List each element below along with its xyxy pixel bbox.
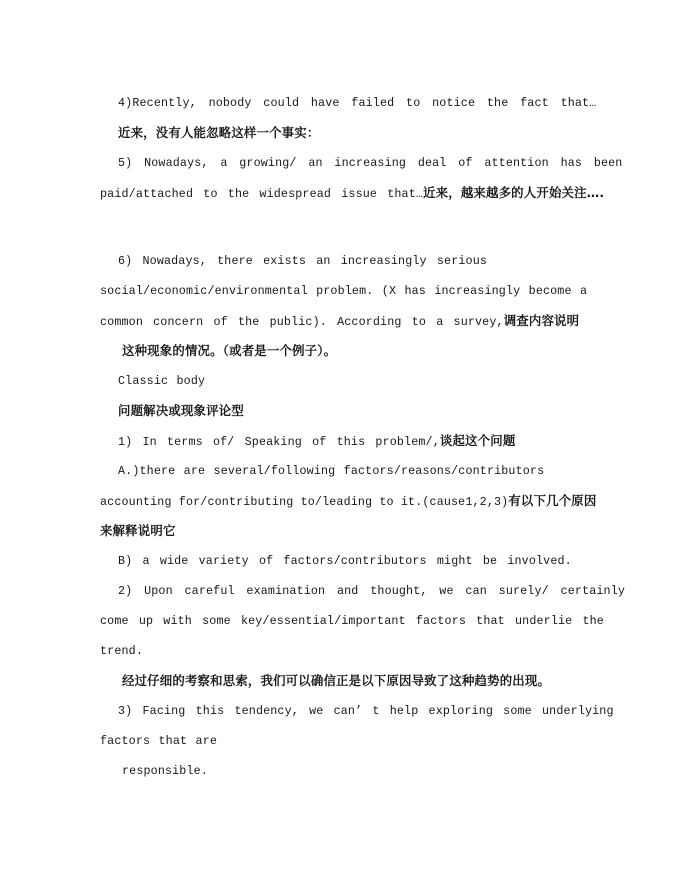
text-run-chinese: 调查内容说明 [503, 313, 580, 328]
paragraph-line [100, 456, 600, 486]
paragraph-line [100, 576, 626, 606]
paragraph-line [100, 666, 600, 696]
text-run-chinese: 来解释说明它 [100, 523, 176, 538]
text-run-latin: trend. [100, 644, 143, 658]
text-run-latin: come up with some key/essential/important factors that underlie the [100, 614, 604, 628]
paragraph-line [100, 756, 600, 786]
text-run-latin: A.)there are several/following factors/reasons/contributors [118, 464, 545, 478]
text-run-chinese: 谈起这个问题 [439, 433, 516, 448]
section-heading [100, 396, 600, 426]
text-run-latin: 1) In terms of/ Speaking of this problem/, [118, 435, 440, 449]
text-run-latin: social/economic/environmental problem. (X has increasingly become a [100, 284, 588, 298]
text-run-latin: 3) Facing this tendency, we can’ t help exploring some underlying [118, 704, 614, 718]
text-run-latin: 4)Recently, nobody could have failed to notice the fact that… [118, 96, 597, 110]
paragraph-line [100, 88, 600, 118]
text-run-latin: accounting for/contributing to/leading to it.(cause1,2,3) [100, 495, 509, 509]
paragraph-spacer [100, 208, 600, 246]
paragraph-line [100, 606, 604, 636]
text-run-latin: 6) Nowadays, there exists an increasingly serious [118, 254, 488, 268]
paragraph-line [100, 696, 614, 726]
document-text-body [100, 88, 626, 786]
text-run-latin: Classic body [118, 374, 206, 388]
text-run-chinese: 近来，越来越多的人开始关注…. [423, 185, 605, 200]
paragraph-line [100, 276, 600, 306]
text-run-chinese: 经过仔细的考察和思索，我们可以确信正是以下原因导致了这种趋势的出现。 [122, 673, 551, 688]
paragraph-line [100, 636, 600, 666]
paragraph-line [100, 178, 605, 208]
paragraph-line [100, 148, 623, 178]
paragraph-line [100, 486, 600, 516]
paragraph-line [100, 336, 600, 366]
paragraph-line [100, 426, 600, 456]
paragraph-line [100, 726, 600, 756]
text-run-chinese: 有以下几个原因 [508, 493, 597, 508]
text-run-latin: 5) Nowadays, a growing/ an increasing deal of attention has been [118, 156, 623, 170]
text-run-latin: paid/attached to the widespread issue that… [100, 187, 424, 201]
text-run-latin: factors that are [100, 734, 218, 748]
text-run-latin: responsible. [122, 764, 208, 778]
paragraph-line [100, 118, 600, 148]
text-run-latin: common concern of the public). According to a survey, [100, 315, 504, 329]
text-run-chinese: 这种现象的情况。（或者是一个例子）。 [122, 343, 337, 358]
paragraph-line [100, 546, 600, 576]
text-run-latin: 2) Upon careful examination and thought, we can surely/ certainly [118, 584, 626, 598]
paragraph-line [100, 246, 600, 276]
classic-body-heading [100, 366, 600, 396]
paragraph-line [100, 306, 600, 336]
text-run-latin: B) a wide variety of factors/contributors might be involved. [118, 554, 572, 568]
paragraph-line [100, 516, 600, 546]
text-run-chinese: 问题解决或现象评论型 [118, 403, 244, 418]
text-run-chinese: 近来，没有人能忽略这样一个事实： [118, 125, 320, 140]
